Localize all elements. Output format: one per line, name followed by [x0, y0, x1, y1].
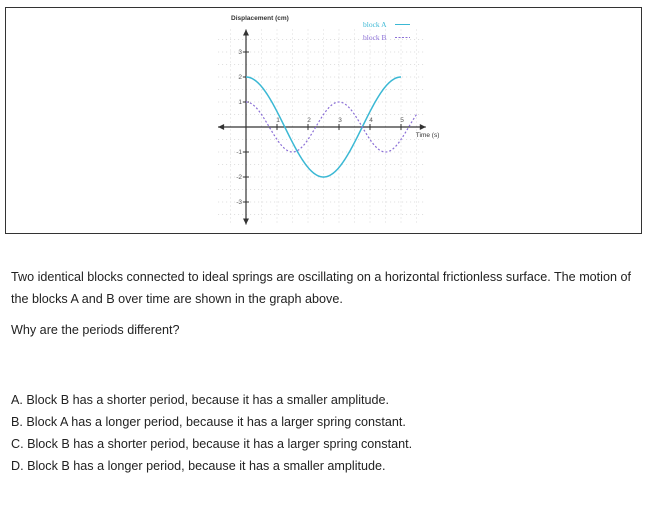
x-axis-arrow-right [420, 124, 426, 130]
legend-label-a: block A [363, 20, 387, 29]
displacement-time-chart [6, 8, 643, 235]
x-tick-label: 2 [307, 117, 311, 124]
y-tick-label: -3 [236, 199, 242, 206]
x-axis-arrow-left [218, 124, 224, 130]
option-a[interactable]: A. Block B has a shorter period, because it has a smaller amplitude. [11, 393, 390, 407]
legend-label-b: block B [363, 33, 387, 42]
x-tick-label: 1 [276, 117, 280, 124]
x-tick-label: 4 [369, 117, 373, 124]
option-c[interactable]: C. Block B has a shorter period, because it has a larger spring constant. [11, 437, 413, 451]
y-tick-label: 1 [238, 99, 242, 106]
y-axis-arrow-up [243, 30, 249, 36]
question-stem [11, 266, 636, 310]
x-tick-label: 3 [338, 117, 342, 124]
option-d[interactable]: D. Block B has a longer period, because it has a smaller amplitude. [11, 459, 386, 473]
y-axis-arrow-down [243, 219, 249, 225]
question-stem-text: Two identical blocks connected to ideal springs are oscillating on a horizontal frictionless surface. The motion of the blocks A and B over time are shown in the graph above. [11, 270, 631, 306]
y-axis-label: Displacement (cm) [231, 15, 289, 22]
y-tick-label: -2 [236, 174, 242, 181]
graph-figure [5, 7, 642, 234]
option-b[interactable]: B. Block A has a longer period, because it has a larger spring constant. [11, 415, 406, 429]
y-tick-label: -1 [236, 149, 242, 156]
question-prompt: Why are the periods different? [11, 323, 180, 337]
y-tick-label: 3 [238, 49, 242, 56]
y-tick-label: 2 [238, 74, 242, 81]
answer-options [11, 389, 412, 477]
x-axis-label: Time (s) [415, 132, 440, 139]
x-tick-label: 5 [400, 117, 404, 124]
